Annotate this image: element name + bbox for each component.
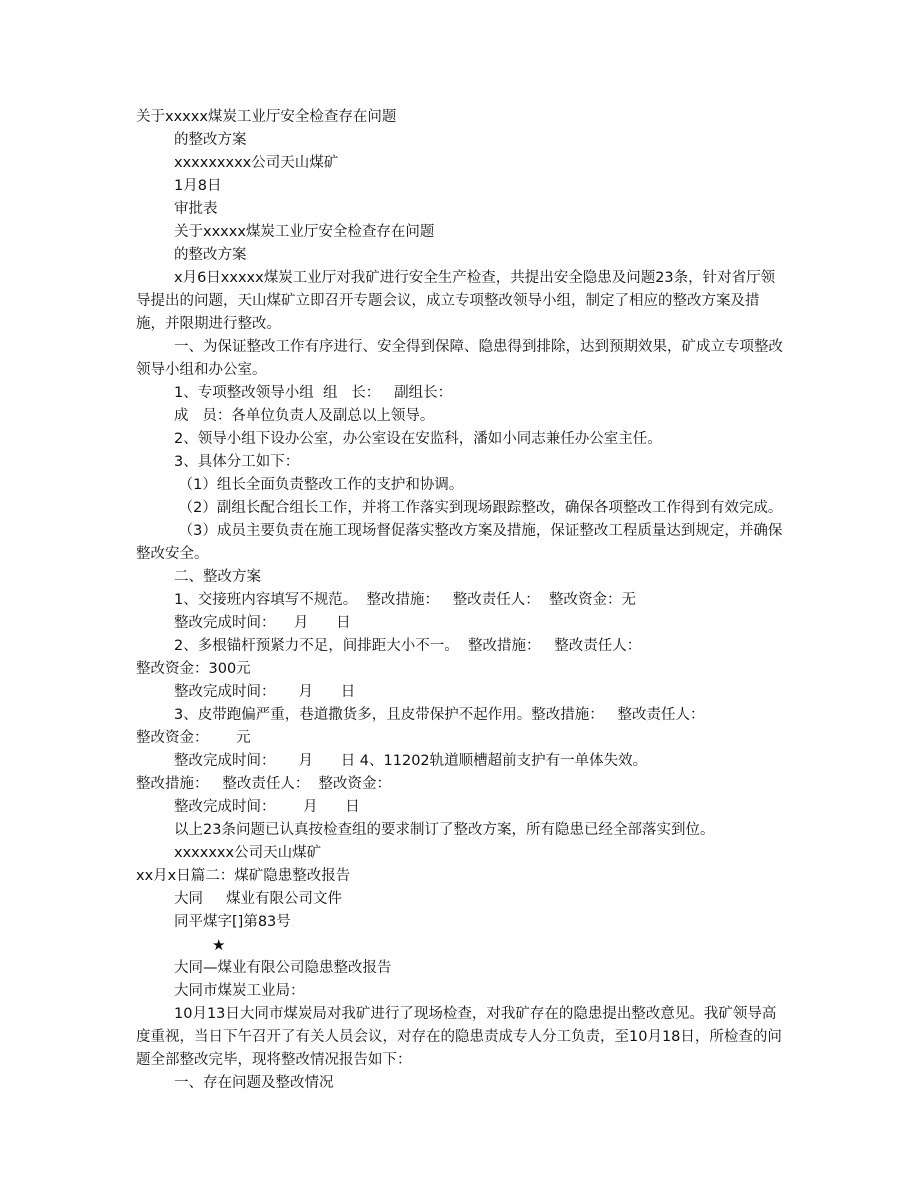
- document-body: [136, 106, 784, 1095]
- paragraph: 整改资金： 元: [136, 730, 251, 746]
- paragraph: 2、多根锚杆预紧力不足，间排距大小不一。 整改措施： 整改责任人：: [174, 638, 642, 654]
- paragraph: 大同 煤业有限公司文件: [174, 891, 343, 907]
- paragraph: 大同—煤业有限公司隐患整改报告: [174, 960, 392, 976]
- paragraph: 大同市煤炭工业局：: [174, 983, 305, 999]
- paragraph: 3、皮带跑偏严重，巷道撒货多，且皮带保护不起作用。整改措施： 整改责任人：: [174, 707, 705, 723]
- paragraph: 1月8日: [174, 178, 222, 194]
- paragraph: xx月x日篇二：煤矿隐患整改报告: [136, 868, 351, 884]
- paragraph: （3）成员主要负责在施工现场督促落实整改方案及措施，保证整改工程质量达到规定，并确保整改安全。: [136, 523, 783, 562]
- paragraph: 1、交接班内容填写不规范。 整改措施： 整改责任人： 整改资金：无: [174, 592, 636, 608]
- paragraph: 整改资金：300元: [136, 661, 251, 677]
- paragraph: 整改完成时间： 月 日 4、11202轨道顺槽超前支护有一单体失效。: [174, 753, 648, 769]
- paragraph: xxxxxxxxx公司天山煤矿: [174, 155, 339, 171]
- paragraph: 整改完成时间： 月 日: [174, 799, 360, 815]
- paragraph: 一、存在问题及整改情况: [174, 1075, 334, 1091]
- paragraph: 10月13日大同市煤炭局对我矿进行了现场检查，对我矿存在的隐患提出整改意见。我矿领导高度重视，当日下午召开了有关人员会议，对存在的隐患责成专人分工负责，至10月18日，所检查的问题全部整改完毕，现将整改情况报告如下：: [136, 1006, 782, 1068]
- paragraph: 的整改方案: [174, 247, 247, 263]
- paragraph: 2、领导小组下设办公室，办公室设在安监科，潘如小同志兼任办公室主任。: [174, 431, 662, 447]
- paragraph: 审批表: [174, 201, 218, 217]
- paragraph: 同平煤字[]第83号: [174, 914, 291, 930]
- paragraph: 关于xxxxx煤炭工业厅安全检查存在问题: [136, 109, 397, 125]
- paragraph: xxxxxxx公司天山煤矿: [174, 845, 322, 861]
- paragraph: （1）组长全面负责整改工作的支护和协调。: [174, 477, 464, 493]
- paragraph: 3、具体分工如下：: [174, 454, 300, 470]
- paragraph: 二、整改方案: [174, 569, 261, 585]
- paragraph: 关于xxxxx煤炭工业厅安全检查存在问题: [174, 224, 435, 240]
- paragraph: 以上23条问题已认真按检查组的要求制订了整改方案，所有隐患已经全部落实到位。: [174, 822, 715, 838]
- paragraph: 的整改方案: [174, 132, 247, 148]
- paragraph: 整改完成时间： 月 日: [174, 615, 351, 631]
- paragraph: x月6日xxxxx煤炭工业厅对我矿进行安全生产检查，共提出安全隐患及问题23条，针对省厅领导提出的问题，天山煤矿立即召开专题会议，成立专项整改领导小组，制定了相应的整改方案及措施，并限期进行整改。: [136, 270, 776, 332]
- paragraph: 整改措施： 整改责任人： 整改资金：: [136, 776, 392, 792]
- paragraph: 1、专项整改领导小组 组 长： 副组长：: [174, 385, 453, 401]
- paragraph: 整改完成时间： 月 日: [174, 684, 356, 700]
- paragraph: 一、为保证整改工作有序进行、安全得到保障、隐患得到排除，达到预期效果，矿成立专项整改领导小组和办公室。: [136, 339, 783, 378]
- paragraph: 成 员：各单位负责人及副总以上领导。: [174, 408, 435, 424]
- paragraph: （2）副组长配合组长工作，并将工作落实到现场跟踪整改，确保各项整改工作得到有效完成。: [174, 500, 783, 516]
- star-icon: ★: [212, 936, 226, 954]
